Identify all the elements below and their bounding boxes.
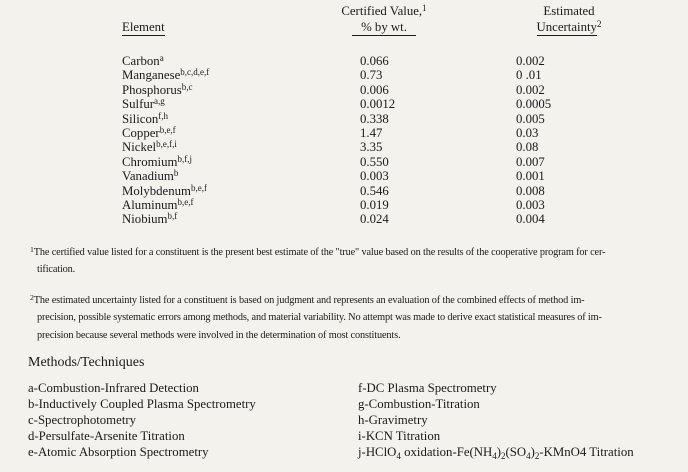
method-item: h-Gravimetry <box>358 413 428 428</box>
element-name: Vanadium$^b$ <box>122 168 179 184</box>
footnote-ref-1: 1 <box>422 3 427 13</box>
element-name: Copper$^{b,e,f}$ <box>122 124 176 140</box>
table-row <box>0 198 688 212</box>
element-name: Manganese$^{b,c,d,e,f}$ <box>122 67 210 83</box>
uncertainty-header-line1: Estimated <box>543 4 595 18</box>
table-row <box>0 212 688 226</box>
method-refs: b <box>173 168 179 179</box>
estimated-uncertainty: 0.003 <box>516 197 545 212</box>
certified-value: 1.47 <box>360 125 383 140</box>
element-name: Carbon$^a$ <box>122 53 164 68</box>
estimated-uncertainty: 0.007 <box>516 154 545 169</box>
certified-value: 0.546 <box>360 183 389 198</box>
estimated-uncertainty: 0.002 <box>516 54 545 68</box>
element-name: Molybdenum$^{b,e,f}$ <box>122 182 207 198</box>
footnote-estimated-uncertainty <box>30 292 678 344</box>
certified-value: 3.35 <box>360 140 383 155</box>
uncertainty-header-line2: Uncertainty$^2$ <box>505 20 633 37</box>
footnote-marker: 1 <box>30 245 34 254</box>
certified-value: 0.024 <box>360 212 389 227</box>
element-name: Silicon$^{f,h}$ <box>122 110 169 126</box>
element-name: Sulfur$^{a,g}$ <box>122 96 165 112</box>
methods-techniques-heading: Methods/Techniques <box>28 355 145 370</box>
footnote-line: precision, possible systematic errors among methods, and material variability. No attempt was made to derive exact statistical measures of im- <box>37 312 602 324</box>
method-refs: b,e,f,i <box>156 139 177 150</box>
footnote-certified-value <box>30 244 678 279</box>
table-row <box>0 140 688 154</box>
certified-value: 0.73 <box>360 68 383 83</box>
element-name: Chromium$^{b,f,j}$ <box>122 153 192 169</box>
method-refs: b,e,f <box>159 124 176 135</box>
element-name: Nickel$^{b,e,f,i}$ <box>122 139 177 155</box>
certified-values-table <box>0 54 688 227</box>
element-name: Aluminum$^{b,e,f}$ <box>122 196 194 212</box>
method-refs: b,c <box>181 81 193 92</box>
estimated-uncertainty: 0.008 <box>516 183 545 198</box>
certified-value: 0.019 <box>360 197 389 212</box>
method-refs: b,f <box>167 211 178 222</box>
certified-value-header-line1: Certified Value,$^1$ <box>341 3 427 18</box>
estimated-uncertainty: 0.004 <box>516 212 545 227</box>
method-refs: b,c,d,e,f <box>180 67 210 78</box>
certified-value: 0.550 <box>360 154 389 169</box>
table-row <box>0 169 688 183</box>
table-row <box>0 184 688 198</box>
method-item: c-Spectrophotometry <box>28 413 137 428</box>
method-refs: b,e,f <box>177 196 194 207</box>
estimated-uncertainty: 0.08 <box>516 140 539 155</box>
method-item: e-Atomic Absorption Spectrometry <box>28 445 209 460</box>
footnote-line: $^2$The estimated uncertainty listed for a constituent is based on judgment and represents an evaluation of the combined effects of method im- <box>30 293 585 306</box>
method-item: a-Combustion-Infrared Detection <box>28 381 199 395</box>
table-row <box>0 83 688 97</box>
footnote-line: precision because several methods were involved in the determination of most constituents. <box>37 329 401 341</box>
method-item: i-KCN Titration <box>358 429 441 444</box>
column-header-element <box>122 20 165 36</box>
estimated-uncertainty: 0.005 <box>516 111 545 126</box>
method-refs: a,g <box>154 96 165 107</box>
footnote-ref-2: 2 <box>596 18 602 29</box>
element-name: Phosphorus$^{b,c}$ <box>122 81 193 97</box>
element-name: Niobium$^{b,f}$ <box>122 211 178 227</box>
estimated-uncertainty: 0.03 <box>516 125 539 140</box>
element-header-label: Element <box>122 20 165 34</box>
certified-value: 0.338 <box>360 111 389 126</box>
table-row <box>0 68 688 82</box>
estimated-uncertainty: 0 .01 <box>516 68 542 83</box>
method-item: b-Inductively Coupled Plasma Spectrometry <box>28 397 256 412</box>
certified-value: 0.003 <box>360 169 389 184</box>
certified-value: 0.006 <box>360 82 389 97</box>
footnote-marker: 2 <box>30 293 34 302</box>
method-refs: a <box>159 53 164 63</box>
table-row <box>0 112 688 126</box>
methods-list-left <box>28 380 256 460</box>
column-header-uncertainty <box>505 4 633 36</box>
estimated-uncertainty: 0.002 <box>516 82 545 97</box>
method-refs: b,f,j <box>177 153 192 164</box>
table-row <box>0 126 688 140</box>
table-row <box>0 97 688 111</box>
certified-value: 0.066 <box>360 54 389 68</box>
method-refs: b,e,f <box>190 182 207 193</box>
footnote-line: tification. <box>37 264 76 276</box>
footnote-line: $^1$The certified value listed for a constituent is the present best estimate of the "true" value based on the results of the cooperative program for cer- <box>30 245 606 258</box>
method-item: j-HClO$_4$ oxidation-$Fe(NH_4)_2(SO_4)_2-KMnO4$ Titration <box>358 445 634 461</box>
table-row <box>0 155 688 169</box>
method-item: d-Persulfate-Arsenite Titration <box>28 429 185 444</box>
method-refs: f,h <box>158 110 169 121</box>
certified-value: 0.0012 <box>360 97 396 112</box>
method-item: f-DC Plasma Spectrometry <box>358 381 497 395</box>
method-item: g-Combustion-Titration <box>358 397 480 412</box>
column-header-certified-value <box>310 4 458 36</box>
certified-value-header-line2: % by wt. <box>310 20 458 37</box>
estimated-uncertainty: 0.0005 <box>516 97 552 112</box>
estimated-uncertainty: 0.001 <box>516 169 545 184</box>
table-row <box>0 54 688 68</box>
methods-list-right <box>358 380 634 460</box>
